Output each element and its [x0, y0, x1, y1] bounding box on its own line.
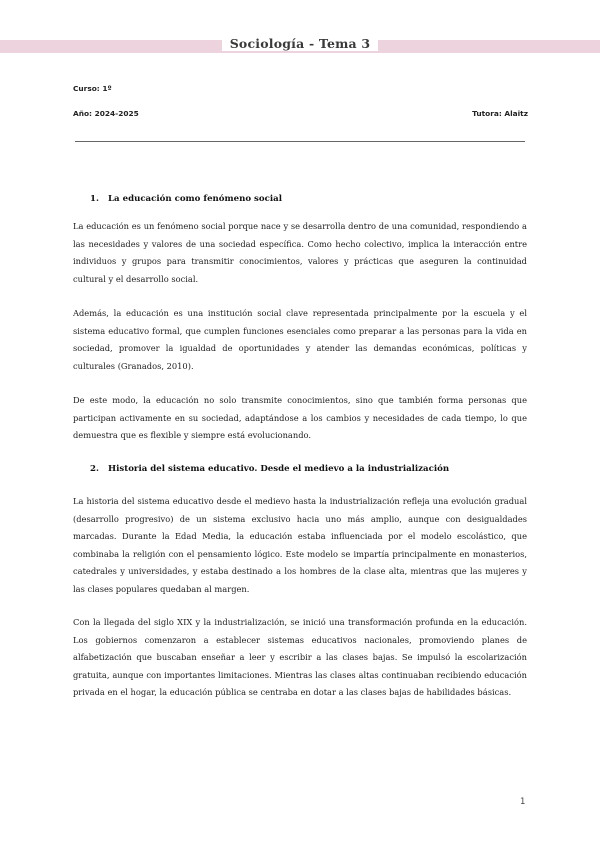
section-2-number: 2. [90, 464, 99, 474]
section-1-heading [90, 194, 282, 204]
page-title: Sociología - Tema 3 [222, 36, 379, 51]
section-1-paragraph-2: Además, la educación es una institución social clave representada principalmente por la escuela y el sistema educativo formal, que cumplen funciones esenciales como preparar a las personas para la vida en sociedad, promover la igualdad de oportunidades y atender las demandas económicas, políticas y culturales (Granados, 2010). [73, 308, 527, 371]
section-2-paragraph-2: Con la llegada del siglo XIX y la industrialización, se inició una transformación profunda en la educación. Los gobiernos comenzaron a establecer sistemas educativos nacionales, promoviendo planes de alfabetización que buscaban enseñar a leer y escribir a las clases bajas. Se impulsó la escolarización gratuita, aunque con importantes limitaciones. Mientras las clases altas continuaban recibiendo educación privada en el hogar, la educación pública se centraba en dotar a las clases bajas de habilidades básicas. [73, 617, 527, 698]
section-1-number: 1. [90, 194, 99, 204]
section-1-paragraph-1: La educación es un fenómeno social porque nace y se desarrolla dentro de una comunidad, respondiendo a las necesidades y valores de una sociedad específica. Como hecho colectivo, implica la interacción entre individuos y grupos para transmitir conocimientos, valores y prácticas que aseguren la continuidad cultural y el desarrollo social. [73, 221, 527, 284]
section-1-paragraph-3: De este modo, la educación no solo transmite conocimientos, sino que también forma personas que participan activamente en su sociedad, adaptándose a los cambios y necesidades de cada tiempo, lo que demuestra que es flexible y siempre está evolucionando. [73, 395, 527, 441]
header-divider [75, 141, 525, 142]
tutora-label: Tutora: Alaitz [472, 109, 528, 118]
anio-label: Año: 2024-2025 [73, 109, 139, 118]
section-1-title: La educación como fenómeno social [108, 194, 282, 204]
section-2-heading [90, 464, 449, 474]
curso-label: Curso: 1º [73, 84, 112, 93]
section-2-paragraph-1: La historia del sistema educativo desde el medievo hasta la industrialización refleja una evolución gradual (desarrollo progresivo) de un sistema exclusivo hacia uno más amplio, aunque con desigualdades marcadas. Durante la Edad Media, la educación estaba influenciada por el modelo escolástico, que combinaba la religión con el pensamiento lógico. Este modelo se impartía principalmente en monasterios, catedrales y universidades, y estaba destinado a los hombres de la clase alta, mientras que las mujeres y las clases populares quedaban al margen. [73, 496, 527, 594]
page-title-wrapper [0, 36, 600, 51]
section-2-title: Historia del sistema educativo. Desde el medievo a la industrialización [108, 464, 450, 474]
page-number: 1 [520, 797, 526, 807]
